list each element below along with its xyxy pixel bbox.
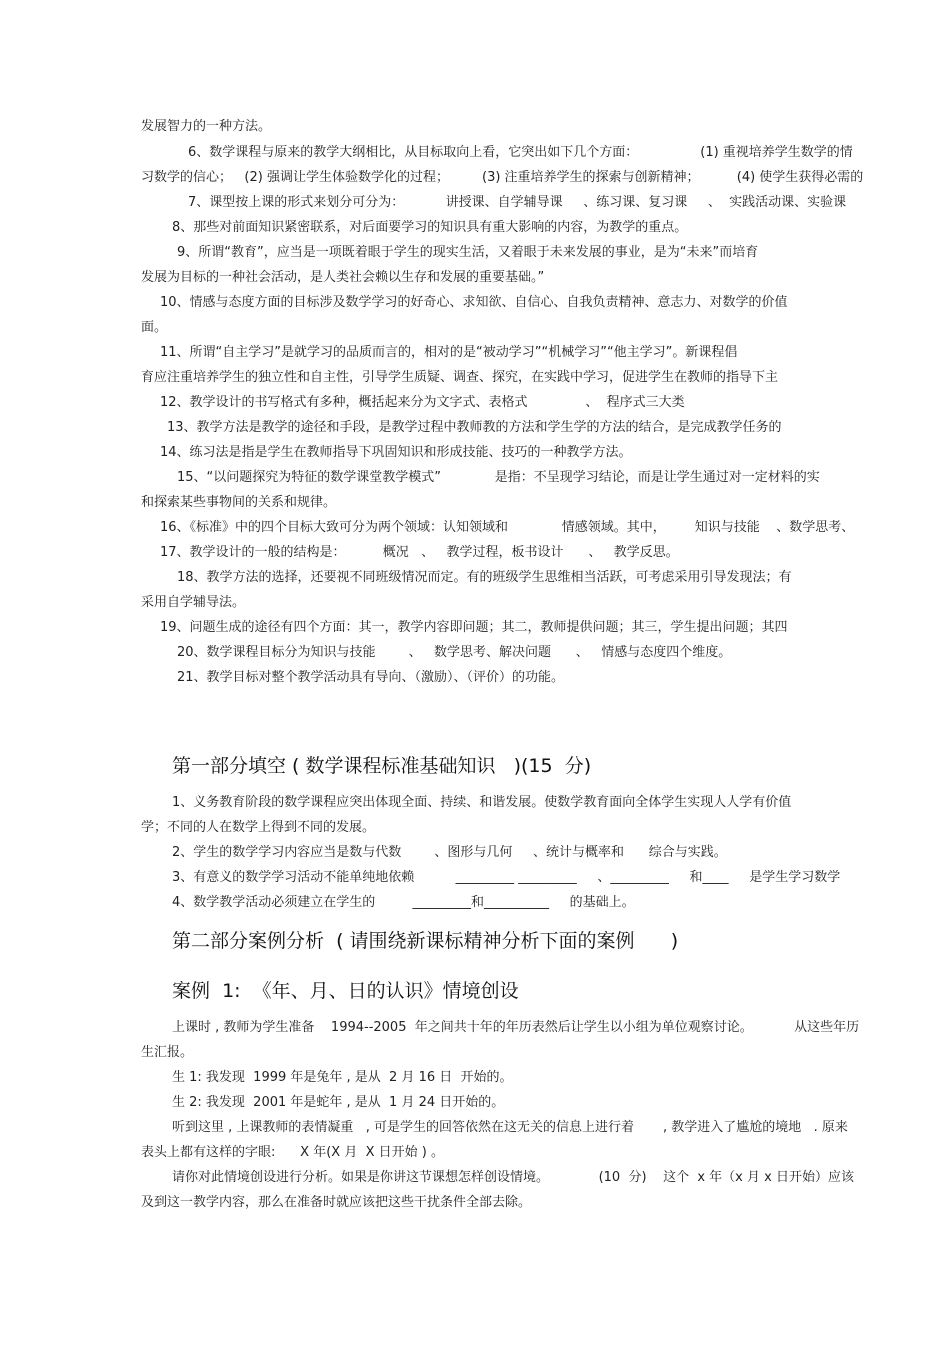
text-line: 听到这里 , 上课教师的表情凝重 , 可是学生的回答依然在这无关的信息上进行着 , 教学进入了尴尬的境地 . 原来 — [172, 1120, 848, 1135]
case-heading: 案例 1: 《年、月、日的认识》情境创设 — [172, 980, 519, 1002]
text-line: 及到这一教学内容，那么在准备时就应该把这些干扰条件全部去除。 — [141, 1195, 532, 1210]
text-line: 4、数学教学活动必须建立在学生的 _________和__________ 的基础上。 — [172, 895, 635, 910]
text-line: 19、问题生成的途径有四个方面：其一，教学内容即问题；其二，教师提供问题；其三，学生提出问题；其四 — [160, 620, 788, 635]
text-line: 发展为目标的一种社会活动，是人类社会赖以生存和发展的重要基础。” — [141, 270, 545, 285]
text-line: 18、教学方法的选择，还要视不同班级情况而定。有的班级学生思维相当活跃，可考虑采用引导发现法；有 — [177, 570, 792, 585]
text-line: 13、教学方法是教学的途径和手段，是教学过程中教师教的方法和学生学的方法的结合，是完成教学任务的 — [167, 420, 782, 435]
text-line: 3、有意义的数学学习活动不能单纯地依赖 _________ _________ 、_________ 和____ 是学生学习数学 — [172, 870, 841, 885]
text-line: 21、教学目标对整个教学活动具有导向、（激励）、（评价）的功能。 — [177, 670, 565, 685]
text-line: 上课时 , 教师为学生准备 1994--2005 年之间共十年的年历表然后让学生以小组为单位观察讨论。 从这些年历 — [172, 1020, 860, 1035]
text-line: 20、数学课程目标分为知识与技能 、 数学思考、解决问题 、 情感与态度四个维度。 — [177, 645, 732, 660]
text-line: 6、数学课程与原来的教学大纲相比，从目标取向上看，它突出如下几个方面： (1) 重视培养学生数学的情 — [188, 145, 853, 160]
text-line: 14、练习法是指是学生在教师指导下巩固知识和形成技能、技巧的一种教学方法。 — [160, 445, 632, 460]
text-line: 15、“以问题探究为特征的数学课堂教学模式” 是指：不呈现学习结论，而是让学生通过对一定材料的实 — [177, 470, 820, 485]
text-line: 8、那些对前面知识紧密联系，对后面要学习的知识具有重大影响的内容，为教学的重点。 — [172, 220, 688, 235]
text-line: 面。 — [141, 320, 168, 335]
part1-heading: 第一部分填空 ( 数学课程标准基础知识 )(15 分) — [172, 755, 592, 777]
text-line: 采用自学辅导法。 — [141, 595, 246, 610]
text-line: 发展智力的一种方法。 — [141, 119, 272, 134]
text-line: 9、所谓“教育”，应当是一项既着眼于学生的现实生活，又着眼于未来发展的事业，是为“未来”而培育 — [177, 245, 759, 260]
text-line: 10、情感与态度方面的目标涉及数学学习的好奇心、求知欲、自信心、自我负责精神、意志力、对数学的价值 — [160, 295, 788, 310]
text-line: 1、义务教育阶段的数学课程应突出体现全面、持续、和谐发展。使数学教育面向全体学生实现人人学有价值 — [172, 795, 792, 810]
text-line: 17、教学设计的一般的结构是： 概况 、 教学过程，板书设计 、 教学反思。 — [160, 545, 679, 560]
text-line: 请你对此情境创设进行分析。如果是你讲这节课想怎样创设情境。 (10 分) 这个 x 年（x 月 x 日开始）应该 — [172, 1170, 854, 1185]
text-line: 习数学的信心； (2) 强调让学生体验数学化的过程； (3) 注重培养学生的探索与创新精神； (4) 使学生获得必需的 — [141, 170, 864, 185]
text-line: 学；不同的人在数学上得到不同的发展。 — [141, 820, 376, 835]
text-line: 表头上都有这样的字眼: X 年(X 月 X 日开始 ) 。 — [141, 1145, 444, 1160]
text-line: 16、《标准》中的四个目标大致可分为两个领域：认知领域和 情感领域。其中， 知识与技能 、数学思考、 — [160, 520, 855, 535]
text-line: 12、教学设计的书写格式有多种，概括起来分为文字式、表格式 、 程序式三大类 — [160, 395, 685, 410]
text-line: 生 1: 我发现 1999 年是兔年 , 是从 2 月 16 日 开始的。 — [172, 1070, 513, 1085]
text-line: 和探索某些事物间的关系和规律。 — [141, 495, 337, 510]
text-line: 育应注重培养学生的独立性和自主性，引导学生质疑、调查、探究，在实践中学习，促进学生在教师的指导下主 — [141, 370, 779, 385]
text-line: 11、所谓“自主学习”是就学习的品质而言的，相对的是“被动学习”“机械学习”“他主学习”。新课程倡 — [160, 345, 738, 360]
text-line: 生 2: 我发现 2001 年是蛇年 , 是从 1 月 24 日开始的。 — [172, 1095, 505, 1110]
part2-heading: 第二部分案例分析 ( 请围绕新课标精神分析下面的案例 ) — [172, 930, 679, 952]
text-line: 生汇报。 — [141, 1045, 194, 1060]
text-line: 2、学生的数学学习内容应当是数与代数 、图形与几何 、统计与概率和 综合与实践。 — [172, 845, 727, 860]
text-line: 7、课型按上课的形式来划分可分为： 讲授课、自学辅导课 、练习课、复习课 、 实践活动课、实验课 — [188, 195, 847, 210]
